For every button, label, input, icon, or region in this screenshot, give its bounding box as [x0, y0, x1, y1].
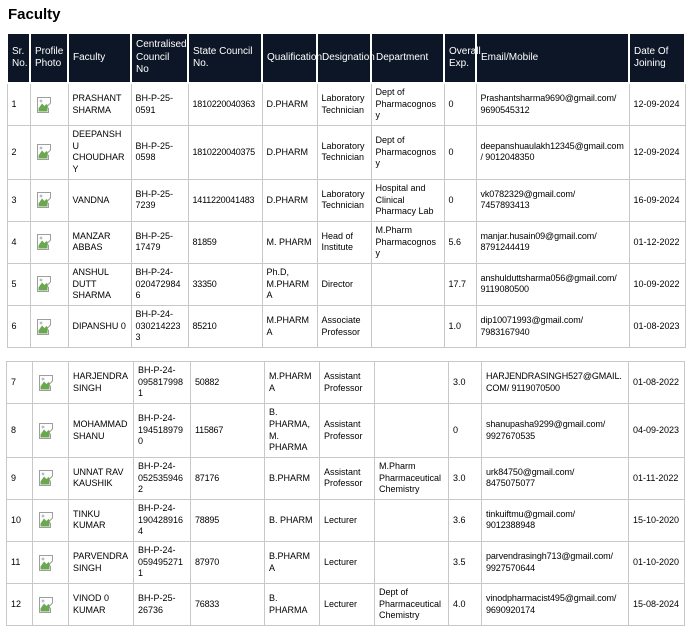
cell-overall_exp: 3.0: [449, 457, 482, 499]
table-row: [7, 263, 685, 305]
cell-profile-photo: [33, 362, 69, 404]
cell-email_mobile: tinkuiftmu@gmail.com/ 9012388948: [482, 499, 629, 541]
col-header-sr: Sr. No.: [7, 33, 30, 83]
cell-date_of_joining: 01-08-2022: [629, 362, 685, 404]
cell-department: [375, 499, 449, 541]
cell-profile-photo: [30, 221, 68, 263]
table-row: [7, 457, 685, 499]
cell-sr: 1: [7, 83, 30, 126]
faculty-table-section-1: [6, 32, 686, 348]
cell-qualification: Ph.D, M.PHARMA: [262, 263, 317, 305]
cell-date_of_joining: 12-09-2024: [629, 83, 685, 126]
cell-qualification: D.PHARM: [262, 179, 317, 221]
cell-profile-photo: [30, 126, 68, 180]
cell-sr: 6: [7, 306, 30, 348]
cell-overall_exp: 0: [444, 179, 476, 221]
cell-designation: Lecturer: [320, 542, 375, 584]
cell-faculty: ANSHUL DUTT SHARMA: [68, 263, 131, 305]
cell-qualification: M.PHARMA: [262, 306, 317, 348]
cell-sr: 10: [7, 499, 33, 541]
cell-date_of_joining: 10-09-2022: [629, 263, 685, 305]
cell-profile-photo: [33, 457, 69, 499]
page-title: Faculty: [8, 6, 61, 23]
cell-department: [375, 542, 449, 584]
cell-sr: 2: [7, 126, 30, 180]
cell-department: [375, 404, 449, 458]
col-header-email_mobile: Email/Mobile: [476, 33, 629, 83]
cell-email_mobile: HARJENDRASINGH527@GMAIL.COM/ 9119070500: [482, 362, 629, 404]
broken-image-icon: [37, 373, 58, 393]
cell-date_of_joining: 01-11-2022: [629, 457, 685, 499]
cell-profile-photo: [30, 83, 68, 126]
cell-designation: Assistant Professor: [320, 362, 375, 404]
cell-state_council_no: 81859: [188, 221, 262, 263]
cell-centralised_council_no: BH-P-25-26736: [134, 584, 191, 626]
cell-overall_exp: 0: [449, 404, 482, 458]
cell-sr: 11: [7, 542, 33, 584]
cell-email_mobile: vinodpharmacist495@gmail.com/ 9690920174: [482, 584, 629, 626]
cell-designation: Lecturer: [320, 584, 375, 626]
cell-faculty: TINKU KUMAR: [69, 499, 134, 541]
cell-date_of_joining: 01-08-2023: [629, 306, 685, 348]
col-header-faculty: Faculty: [68, 33, 131, 83]
cell-profile-photo: [33, 404, 69, 458]
cell-qualification: M.PHARMA: [265, 362, 320, 404]
cell-qualification: B.PHARMA: [265, 542, 320, 584]
cell-department: M.Pharm Pharmaceutical Chemistry: [375, 457, 449, 499]
cell-overall_exp: 0: [444, 126, 476, 180]
cell-qualification: M. PHARM: [262, 221, 317, 263]
cell-faculty: VINOD 0 KUMAR: [69, 584, 134, 626]
cell-sr: 8: [7, 404, 33, 458]
cell-faculty: MOHAMMAD SHANU: [69, 404, 134, 458]
cell-state_council_no: 87176: [191, 457, 265, 499]
cell-sr: 3: [7, 179, 30, 221]
col-header-overall_exp: Overall Exp.: [444, 33, 476, 83]
cell-state_council_no: 50882: [191, 362, 265, 404]
broken-image-icon: [35, 95, 56, 115]
cell-faculty: PARVENDRA SINGH: [69, 542, 134, 584]
col-header-qualification: Qualification: [262, 33, 317, 83]
broken-image-icon: [37, 510, 58, 530]
cell-overall_exp: 5.6: [444, 221, 476, 263]
table-row: [7, 306, 685, 348]
broken-image-icon: [37, 595, 58, 615]
cell-email_mobile: manjar.husain09@gmail.com/ 8791244419: [476, 221, 629, 263]
cell-overall_exp: 3.0: [449, 362, 482, 404]
table-row: [7, 362, 685, 404]
cell-centralised_council_no: BH-P-24-0525359462: [134, 457, 191, 499]
cell-qualification: B. PHARMA, M. PHARMA: [265, 404, 320, 458]
broken-image-icon: [37, 553, 58, 573]
cell-department: [371, 306, 444, 348]
cell-email_mobile: shanupasha9299@gmail.com/ 9927670535: [482, 404, 629, 458]
col-header-department: Department: [371, 33, 444, 83]
cell-state_council_no: 33350: [188, 263, 262, 305]
broken-image-icon: [37, 421, 58, 441]
col-header-state_council_no: State Council No.: [188, 33, 262, 83]
cell-email_mobile: Prashantsharma9690@gmail.com/ 9690545312: [476, 83, 629, 126]
cell-date_of_joining: 01-10-2020: [629, 542, 685, 584]
cell-faculty: MANZAR ABBAS: [68, 221, 131, 263]
table-row: [7, 542, 685, 584]
cell-sr: 9: [7, 457, 33, 499]
cell-sr: 7: [7, 362, 33, 404]
cell-centralised_council_no: BH-P-24-1945189790: [134, 404, 191, 458]
cell-faculty: DEEPANSHU CHOUDHARY: [68, 126, 131, 180]
cell-qualification: D.PHARM: [262, 83, 317, 126]
col-header-photo: Profile Photo: [30, 33, 68, 83]
cell-designation: Assistant Professor: [320, 457, 375, 499]
cell-state_council_no: 115867: [191, 404, 265, 458]
cell-centralised_council_no: BH-P-25-0598: [131, 126, 188, 180]
cell-faculty: DIPANSHU 0: [68, 306, 131, 348]
cell-email_mobile: parvendrasingh713@gmail.com/ 9927570644: [482, 542, 629, 584]
cell-sr: 5: [7, 263, 30, 305]
header-row: [7, 33, 685, 83]
broken-image-icon: [35, 317, 56, 337]
cell-department: Dept of Pharmacognosy: [371, 83, 444, 126]
cell-date_of_joining: 04-09-2023: [629, 404, 685, 458]
cell-designation: Director: [317, 263, 371, 305]
cell-overall_exp: 3.6: [449, 499, 482, 541]
cell-overall_exp: 17.7: [444, 263, 476, 305]
cell-faculty: PRASHANT SHARMA: [68, 83, 131, 126]
cell-profile-photo: [33, 542, 69, 584]
cell-centralised_council_no: BH-P-24-0594952711: [134, 542, 191, 584]
faculty-table-section-2: [6, 361, 685, 626]
cell-state_council_no: 1810220040363: [188, 83, 262, 126]
cell-overall_exp: 1.0: [444, 306, 476, 348]
cell-centralised_council_no: BH-P-24-0302142233: [131, 306, 188, 348]
cell-department: M.Pharm Pharmacognosy: [371, 221, 444, 263]
cell-designation: Laboratory Technician: [317, 83, 371, 126]
cell-profile-photo: [30, 179, 68, 221]
cell-date_of_joining: 16-09-2024: [629, 179, 685, 221]
cell-email_mobile: dip10071993@gmail.com/ 7983167940: [476, 306, 629, 348]
cell-qualification: B. PHARMA: [265, 584, 320, 626]
cell-centralised_council_no: BH-P-24-1904289164: [134, 499, 191, 541]
cell-date_of_joining: 01-12-2022: [629, 221, 685, 263]
cell-department: [375, 362, 449, 404]
col-header-date_of_joining: Date Of Joining: [629, 33, 685, 83]
cell-faculty: UNNAT RAV KAUSHIK: [69, 457, 134, 499]
table-row: [7, 221, 685, 263]
cell-department: Dept of Pharmacognosy: [371, 126, 444, 180]
cell-state_council_no: 1810220040375: [188, 126, 262, 180]
cell-designation: Associate Professor: [317, 306, 371, 348]
cell-profile-photo: [33, 584, 69, 626]
cell-email_mobile: urk84750@gmail.com/ 8475075077: [482, 457, 629, 499]
cell-date_of_joining: 15-08-2024: [629, 584, 685, 626]
cell-email_mobile: deepanshuaulakh12345@gmail.com/ 9012048350: [476, 126, 629, 180]
cell-profile-photo: [30, 263, 68, 305]
cell-overall_exp: 3.5: [449, 542, 482, 584]
cell-sr: 12: [7, 584, 33, 626]
cell-centralised_council_no: BH-P-24-0204729846: [131, 263, 188, 305]
cell-profile-photo: [30, 306, 68, 348]
cell-designation: Laboratory Technician: [317, 179, 371, 221]
cell-qualification: D.PHARM: [262, 126, 317, 180]
cell-state_council_no: 87970: [191, 542, 265, 584]
col-header-designation: Designation: [317, 33, 371, 83]
broken-image-icon: [35, 142, 56, 162]
cell-state_council_no: 1411220041483: [188, 179, 262, 221]
cell-date_of_joining: 12-09-2024: [629, 126, 685, 180]
broken-image-icon: [35, 232, 56, 252]
cell-state_council_no: 78895: [191, 499, 265, 541]
cell-qualification: B.PHARM: [265, 457, 320, 499]
cell-centralised_council_no: BH-P-25-0591: [131, 83, 188, 126]
cell-department: [371, 263, 444, 305]
cell-centralised_council_no: BH-P-25-7239: [131, 179, 188, 221]
cell-sr: 4: [7, 221, 30, 263]
cell-designation: Head of Institute: [317, 221, 371, 263]
cell-date_of_joining: 15-10-2020: [629, 499, 685, 541]
cell-state_council_no: 85210: [188, 306, 262, 348]
table-row: [7, 83, 685, 126]
cell-department: Hospital and Clinical Pharmacy Lab: [371, 179, 444, 221]
cell-department: Dept of Pharmaceutical Chemistry: [375, 584, 449, 626]
broken-image-icon: [35, 190, 56, 210]
faculty-table-header: [7, 33, 685, 83]
cell-overall_exp: 4.0: [449, 584, 482, 626]
cell-designation: Assistant Professor: [320, 404, 375, 458]
broken-image-icon: [35, 274, 56, 294]
cell-designation: Laboratory Technician: [317, 126, 371, 180]
cell-faculty: VANDNA: [68, 179, 131, 221]
cell-designation: Lecturer: [320, 499, 375, 541]
cell-email_mobile: vk0782329@gmail.com/ 7457893413: [476, 179, 629, 221]
cell-faculty: HARJENDRA SINGH: [69, 362, 134, 404]
cell-state_council_no: 76833: [191, 584, 265, 626]
table-row: [7, 179, 685, 221]
cell-centralised_council_no: BH-P-24-0958179981: [134, 362, 191, 404]
table-row: [7, 404, 685, 458]
col-header-centralised_council_no: Centralised Council No: [131, 33, 188, 83]
cell-centralised_council_no: BH-P-25-17479: [131, 221, 188, 263]
broken-image-icon: [37, 468, 58, 488]
table-row: [7, 126, 685, 180]
cell-qualification: B. PHARM: [265, 499, 320, 541]
cell-email_mobile: anshulduttsharma056@gmail.com/ 9119080500: [476, 263, 629, 305]
table-row: [7, 499, 685, 541]
cell-profile-photo: [33, 499, 69, 541]
table-row: [7, 584, 685, 626]
cell-overall_exp: 0: [444, 83, 476, 126]
